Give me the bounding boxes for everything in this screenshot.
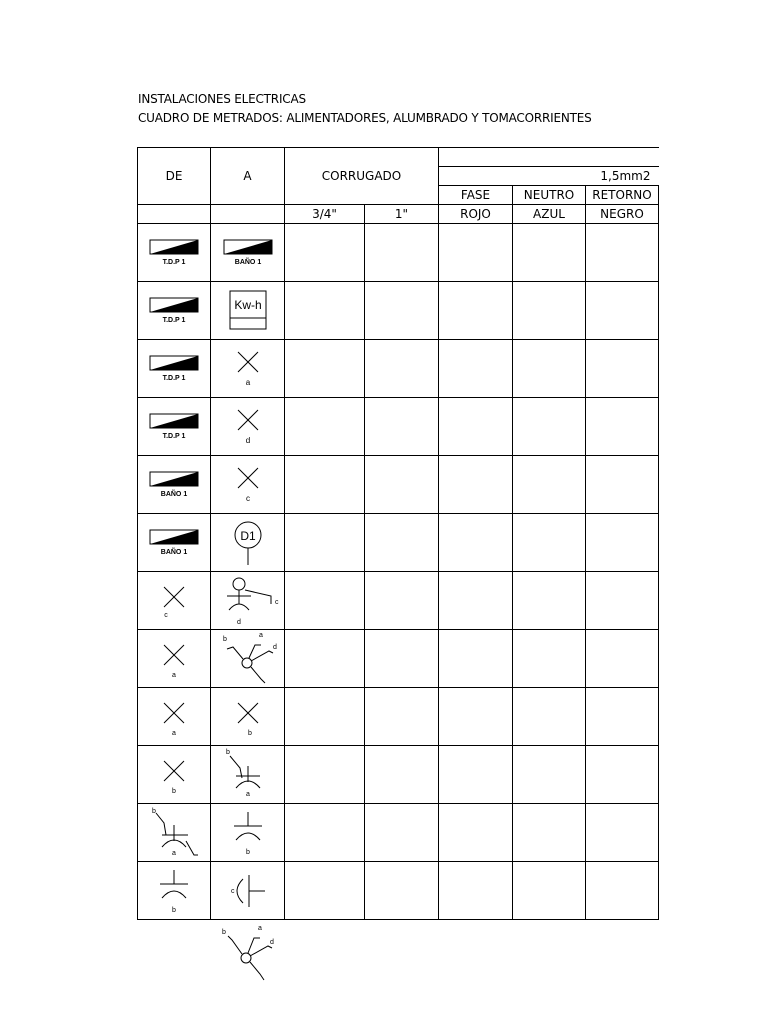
panel-symbol [138, 514, 211, 572]
header-a: A [211, 148, 285, 205]
header-rojo: ROJO [439, 205, 513, 224]
switch-symbol [211, 804, 285, 862]
svg-text:b: b [172, 787, 176, 795]
table-row [138, 572, 659, 630]
svg-text:d: d [245, 435, 250, 445]
svg-text:a: a [258, 631, 263, 639]
doc-title: INSTALACIONES ELECTRICAS [138, 92, 306, 106]
svg-text:D1: D1 [239, 528, 256, 543]
light-symbol [138, 688, 211, 746]
header-retorno: RETORNO [586, 186, 659, 205]
svg-text:b: b [152, 807, 156, 815]
svg-text:T.D.P 1: T.D.P 1 [162, 432, 186, 440]
svg-text:b: b [222, 929, 226, 936]
light-symbol [138, 746, 211, 804]
svg-text:a: a [258, 925, 262, 932]
svg-text:d: d [236, 618, 241, 626]
table-row [138, 688, 659, 746]
panel-symbol [138, 456, 211, 514]
svg-text:a: a [172, 729, 176, 737]
outlet-group-symbol [218, 924, 288, 984]
header-de-sub [138, 205, 211, 224]
metrados-table [137, 147, 659, 920]
header-neutro: NEUTRO [513, 186, 586, 205]
table-row [138, 224, 659, 282]
svg-text:c: c [164, 611, 168, 619]
svg-text:c: c [230, 887, 234, 895]
panel-symbol [138, 398, 211, 456]
svg-text:d: d [270, 939, 274, 946]
header-azul: AZUL [513, 205, 586, 224]
header-3-4: 3/4" [285, 205, 365, 224]
header-fase: FASE [439, 186, 513, 205]
table-row [138, 862, 659, 920]
panel-symbol [138, 224, 211, 282]
light-symbol [138, 572, 211, 630]
outlet-group-symbol [211, 630, 285, 688]
svg-text:b: b [222, 635, 227, 643]
switch-symbol [211, 572, 285, 630]
svg-text:b: b [225, 748, 230, 756]
dimmer-symbol [211, 514, 285, 572]
table-row [138, 514, 659, 572]
header-blank [439, 148, 659, 167]
light-symbol [211, 688, 285, 746]
svg-text:b: b [172, 906, 176, 914]
svg-text:T.D.P 1: T.D.P 1 [162, 374, 186, 382]
svg-text:a: a [172, 849, 176, 857]
panel-symbol [138, 340, 211, 398]
svg-text:Kw-h: Kw-h [233, 297, 262, 312]
table-row [138, 340, 659, 398]
svg-text:a: a [245, 790, 250, 798]
light-symbol [211, 398, 285, 456]
panel-symbol [138, 282, 211, 340]
doc-subtitle: CUADRO DE METRADOS: ALIMENTADORES, ALUMBRADO Y TOMACORRIENTES [138, 111, 592, 125]
table-row [138, 456, 659, 514]
svg-text:T.D.P 1: T.D.P 1 [162, 258, 186, 266]
svg-text:a: a [245, 377, 250, 387]
table-row [138, 746, 659, 804]
switch-symbol [211, 862, 285, 920]
light-symbol [211, 456, 285, 514]
meter-symbol [211, 282, 285, 340]
light-symbol [138, 630, 211, 688]
svg-text:BAÑO 1: BAÑO 1 [234, 258, 261, 266]
header-1: 1" [365, 205, 439, 224]
header-corrugado: CORRUGADO [285, 148, 439, 205]
panel-symbol [211, 224, 285, 282]
switch-symbol [138, 862, 211, 920]
svg-text:c: c [274, 598, 278, 606]
svg-text:c: c [245, 493, 250, 503]
switch-symbol [138, 804, 211, 862]
svg-text:a: a [172, 671, 176, 679]
header-section: 1,5mm2 [439, 167, 659, 186]
svg-text:b: b [245, 848, 250, 856]
light-symbol [211, 340, 285, 398]
svg-text:BAÑO 1: BAÑO 1 [160, 548, 188, 556]
header-de: DE [138, 148, 211, 205]
switch-symbol [211, 746, 285, 804]
svg-text:d: d [272, 643, 277, 651]
table-row [138, 282, 659, 340]
table-row [138, 630, 659, 688]
svg-text:T.D.P 1: T.D.P 1 [162, 316, 186, 324]
svg-text:BAÑO 1: BAÑO 1 [160, 490, 188, 498]
table-row [138, 804, 659, 862]
svg-text:b: b [247, 729, 252, 737]
header-negro: NEGRO [586, 205, 659, 224]
table-row [138, 398, 659, 456]
header-a-sub [211, 205, 285, 224]
